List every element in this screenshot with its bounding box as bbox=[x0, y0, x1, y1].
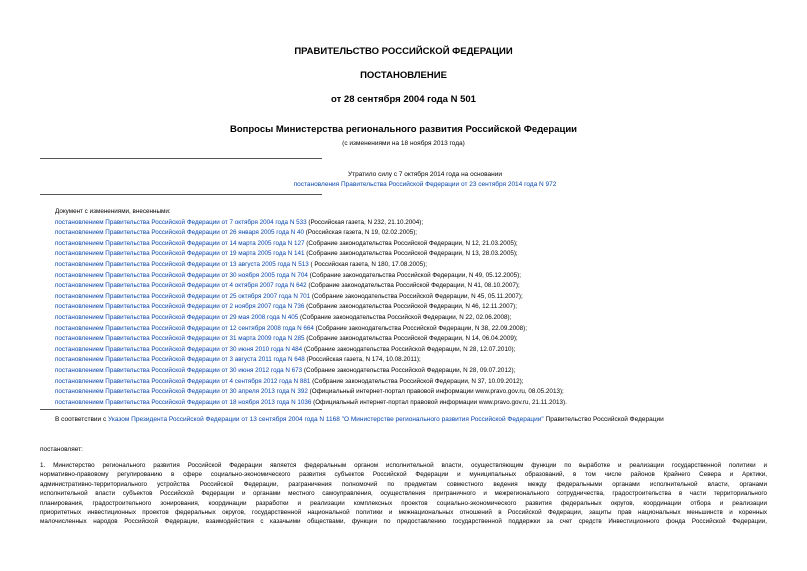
accordance-suffix: Правительство Российской Федерации bbox=[543, 416, 664, 423]
amendment-source: (Российская газета, N 232, 21.10.2004); bbox=[306, 218, 424, 226]
amendment-link[interactable]: постановлением Правительства Российской Федерации от 19 марта 2005 года N 141 bbox=[55, 250, 305, 258]
amendment-link[interactable]: постановлением Правительства Российской Федерации от 18 ноября 2013 года N 1036 bbox=[55, 398, 312, 406]
amendment-source: ( Российская газета, N 180, 17.08.2005); bbox=[308, 260, 427, 268]
amendment-source: (Собрание законодательства Российской Федерации, N 12, 21.03.2005); bbox=[304, 239, 518, 247]
paragraph-line: планирования, градостроительного зонирования, координации разработки и реализации комплексных проектов социально-экономического развития федеральных округов, координации отбора и реализации bbox=[40, 499, 767, 507]
amendment-item bbox=[55, 313, 775, 324]
amendment-item bbox=[55, 292, 775, 303]
amendment-item bbox=[55, 345, 775, 356]
amendment-link[interactable]: постановлением Правительства Российской Федерации от 31 марта 2009 года N 285 bbox=[55, 335, 305, 343]
accordance-line bbox=[55, 416, 775, 423]
amendment-link[interactable]: постановлением Правительства Российской Федерации от 7 октября 2004 года N 533 bbox=[55, 218, 307, 226]
amendment-item bbox=[55, 398, 775, 409]
amendments-intro: Документ с изменениями, внесенными: bbox=[55, 208, 171, 215]
amendment-link[interactable]: постановлением Правительства Российской Федерации от 13 августа 2005 года N 513 bbox=[55, 260, 309, 268]
amendment-item bbox=[55, 271, 775, 282]
amendment-link[interactable]: постановлением Правительства Российской Федерации от 30 ноября 2005 года N 704 bbox=[55, 271, 308, 279]
amendment-source: (Собрание законодательства Российской Федерации, N 49, 05.12.2005); bbox=[307, 271, 521, 279]
amendment-source: (Российская газета, N 174, 10.08.2011); bbox=[304, 356, 421, 364]
lost-force-text: Утратило силу с 7 октября 2014 года на основании bbox=[347, 171, 503, 178]
amendment-link[interactable]: постановлением Правительства Российской Федерации от 12 сентября 2008 года N 664 bbox=[55, 324, 314, 332]
amendment-source: (Собрание законодательства Российской Федерации, N 13, 28.03.2005); bbox=[304, 250, 518, 258]
government-heading: ПРАВИТЕЛЬСТВО РОССИЙСКОЙ ФЕДЕРАЦИИ bbox=[294, 46, 513, 57]
amendment-source: (Собрание законодательства Российской Федерации, N 22, 02.06.2008); bbox=[298, 313, 512, 321]
president-decree-link[interactable]: Указом Президента Российской Федерации от 13 сентября 2004 года N 1168 "О Министерстве регионального развития Российской Федерации" bbox=[108, 416, 544, 423]
amendment-source: (Официальный интернет-портал правовой информации www.pravo.gov.ru, 08.05.2013); bbox=[307, 388, 564, 396]
paragraph-line: исполнительной власти субъектов Российской Федерации и органами местного самоуправления, осуществления приграничного и межрегионального сотрудничества, градостроительства в части территориального bbox=[40, 490, 767, 498]
amendment-link[interactable]: постановлением Правительства Российской Федерации от 25 октября 2007 года N 701 bbox=[55, 292, 311, 300]
amendment-link[interactable]: постановлением Правительства Российской Федерации от 2 ноября 2007 года N 736 bbox=[55, 303, 305, 311]
amendment-link[interactable]: постановлением Правительства Российской Федерации от 4 сентября 2012 года N 881 bbox=[55, 377, 311, 385]
amendment-source: (Российская газета, N 19, 02.02.2005); bbox=[304, 229, 418, 237]
amendment-item bbox=[55, 324, 775, 335]
resolves-label: постановляет: bbox=[40, 446, 83, 453]
amendment-item bbox=[55, 302, 775, 313]
amendment-item bbox=[55, 249, 775, 260]
amendment-link[interactable]: постановлением Правительства Российской Федерации от 26 января 2005 года N 40 bbox=[55, 229, 305, 237]
paragraph-line: 1. Министерство регионального развития Российской Федерации является федеральным органом исполнительной власти, осуществляющим функции по выработке и реализации государственной политики и bbox=[40, 462, 767, 469]
separator-line bbox=[40, 194, 322, 195]
amendment-link[interactable]: постановлением Правительства Российской Федерации от 4 октября 2007 года N 642 bbox=[55, 282, 307, 290]
amendment-link[interactable]: постановлением Правительства Российской Федерации от 30 июня 2012 года N 673 bbox=[55, 366, 303, 374]
amendment-item bbox=[55, 334, 775, 345]
document-type-heading: ПОСТАНОВЛЕНИЕ bbox=[360, 70, 447, 81]
separator-line bbox=[40, 158, 322, 159]
amendment-source: (Собрание законодательства Российской Федерации, N 28, 09.07.2012); bbox=[302, 366, 516, 374]
amendment-source: (Собрание законодательства Российской Федерации, N 38, 22.09.2008); bbox=[313, 324, 528, 332]
revision-note: (с изменениями на 18 ноября 2013 года) bbox=[342, 140, 465, 147]
amendment-link[interactable]: постановлением Правительства Российской Федерации от 3 августа 2011 года N 648 bbox=[55, 356, 305, 364]
lost-force-note bbox=[235, 170, 615, 189]
paragraph-line: административно-территориального устройства Российской Федерации, разграничения полномочий по предметам совместного ведения между федеральными органами исполнительной власти, органами bbox=[40, 480, 767, 488]
amendment-item bbox=[55, 228, 775, 239]
amendment-item bbox=[55, 281, 775, 292]
amendment-source: (Собрание законодательства Российской Федерации, N 41, 08.10.2007); bbox=[306, 282, 520, 290]
amendment-source: (Собрание законодательства Российской Федерации, N 37, 10.09.2012); bbox=[310, 377, 524, 385]
amendment-item bbox=[55, 377, 775, 388]
amendment-source: (Официальный интернет-портал правовой информации www.pravo.gov.ru, 21.11.2013). bbox=[311, 398, 567, 406]
paragraph-line: малочисленных народов Российской Федерации, взаимодействия с казачьими обществами, функции по предоставлению государственной поддержки за счет средств Инвестиционного фонда Российской Федерации, bbox=[40, 518, 767, 526]
amendment-link[interactable]: постановлением Правительства Российской Федерации от 14 марта 2005 года N 127 bbox=[55, 239, 305, 247]
document-date-number: от 28 сентября 2004 года N 501 bbox=[331, 94, 476, 105]
amendment-item bbox=[55, 355, 775, 366]
amendment-item bbox=[55, 260, 775, 271]
amendment-source: (Собрание законодательства Российской Федерации, N 14, 06.04.2009); bbox=[304, 335, 518, 343]
paragraph-line: приоритетных инвестиционных проектов федеральных округов, государственной национальной политики и межнациональных отношений в Российской Федерации, защиты прав национальных меньшинств и коренных bbox=[40, 509, 767, 517]
paragraph-line: нормативно-правовому регулированию в сфере социально-экономического развития субъектов Российской Федерации и муниципальных образований, в том числе районов Крайнего Севера и Арктики, bbox=[40, 471, 767, 479]
accordance-prefix: В соответствии с bbox=[55, 416, 109, 423]
lost-force-link[interactable]: постановления Правительства Российской Федерации от 23 сентября 2014 года N 972 bbox=[293, 180, 557, 188]
amendment-item bbox=[55, 239, 775, 250]
separator-line bbox=[40, 409, 322, 410]
amendment-item bbox=[55, 218, 775, 229]
amendment-item bbox=[55, 366, 775, 377]
amendment-source: (Собрание законодательства Российской Федерации, N 45, 05.11.2007); bbox=[310, 292, 523, 300]
amendment-link[interactable]: постановлением Правительства Российской Федерации от 30 апреля 2013 года N 392 bbox=[55, 388, 308, 396]
amendment-source: (Собрание законодательства Российской Федерации, N 28, 12.07.2010); bbox=[302, 345, 516, 353]
amendments-list bbox=[55, 207, 775, 408]
amendment-item bbox=[55, 387, 775, 398]
paragraph-1 bbox=[40, 461, 767, 527]
amendment-link[interactable]: постановлением Правительства Российской Федерации от 30 июня 2010 года N 484 bbox=[55, 345, 303, 353]
amendment-link[interactable]: постановлением Правительства Российской Федерации от 29 мая 2008 года N 405 bbox=[55, 313, 299, 321]
amendment-source: (Собрание законодательства Российской Федерации, N 46, 12.11.2007); bbox=[304, 303, 518, 311]
document-title: Вопросы Министерства регионального развития Российской Федерации bbox=[229, 124, 578, 135]
